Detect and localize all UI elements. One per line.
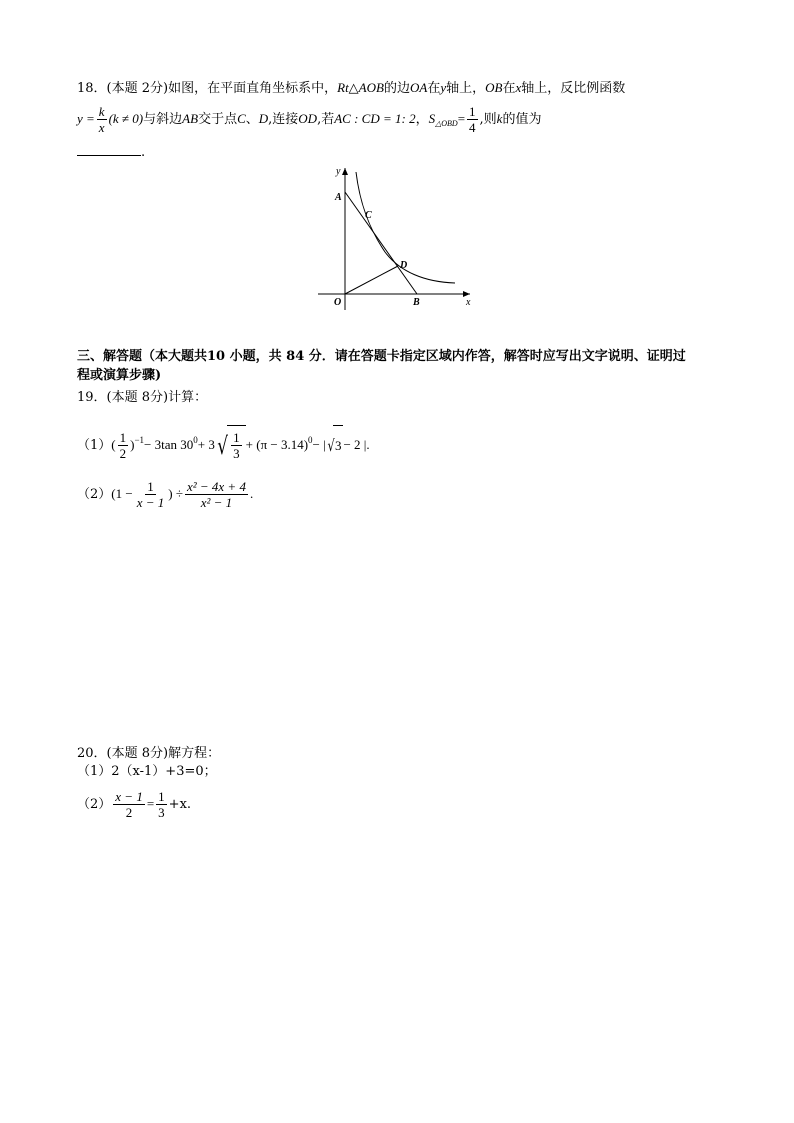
- q19-p1-tan: − 3tan 30: [144, 437, 194, 452]
- q18-text: ,若: [317, 112, 335, 127]
- label-b: B: [413, 297, 420, 308]
- q19-p1-deg: 0: [193, 435, 198, 445]
- q19-p1-sqrt3: [326, 425, 344, 466]
- q20-header: [77, 744, 220, 764]
- section3-heading: [77, 347, 737, 385]
- q20-p2-frac1-den: 2: [125, 805, 133, 820]
- q18-text: 轴上，反比例函数: [521, 81, 626, 96]
- q18-answer-blank[interactable]: [77, 143, 141, 156]
- q20-meta: (本题 8分): [106, 746, 169, 761]
- q18-y: y: [440, 80, 447, 95]
- label-c: C: [365, 210, 372, 221]
- q18-d: D: [258, 111, 269, 126]
- q18-ab: AB: [182, 111, 199, 126]
- q18-func-frac: [97, 104, 107, 135]
- q19-p1-abs-close: − 2 |.: [343, 437, 370, 452]
- label-y: y: [336, 166, 341, 177]
- label-a: A: [335, 192, 342, 203]
- q18-line1: [77, 78, 625, 99]
- segment-od: [345, 266, 398, 294]
- q19-intro: 计算：: [168, 390, 208, 405]
- q20-part2: [77, 784, 191, 825]
- q18-area-s: S: [428, 111, 436, 126]
- q19-part2: [77, 474, 253, 515]
- q19-p2-frac2-num: x² − 4x + 4: [186, 479, 246, 494]
- q20-p2-frac2-den: 3: [158, 805, 165, 820]
- y-axis-arrow: [342, 168, 348, 175]
- q19-number: 19．: [77, 390, 107, 405]
- q18-figure: [310, 160, 480, 320]
- q18-text: ,则: [479, 112, 497, 127]
- q20-number: 20．: [77, 746, 107, 761]
- q19-p2-open: (1 −: [111, 486, 133, 501]
- q19-p1-plus3: + 3: [197, 437, 215, 452]
- q18-end: .: [141, 145, 146, 160]
- q19-p1-sqrt-frac: [215, 425, 246, 466]
- q19-p1-half-num: 1: [119, 430, 127, 445]
- q18-x: x: [515, 80, 522, 95]
- q19-p2-close: ) ÷: [168, 486, 183, 501]
- q18-text: 的值为: [502, 112, 542, 127]
- q19-part1: [77, 420, 370, 466]
- q20-p2-frac2-num: 1: [158, 789, 165, 804]
- q18-func-cond: (k ≠ 0): [108, 111, 144, 126]
- q20-p2-eq: =: [146, 796, 155, 811]
- q20-p1-text: （1）2（x-1）+3=0；: [77, 764, 217, 779]
- q20-p2-frac1: [113, 789, 145, 820]
- q19-p1-close: ): [130, 437, 135, 452]
- q18-func-num: k: [98, 104, 105, 119]
- q19-p1-zero: 0: [308, 435, 313, 445]
- q19-header: [77, 388, 207, 408]
- label-d: D: [400, 260, 408, 271]
- q18-area-num: 1: [469, 104, 476, 119]
- q18-line2: [77, 104, 541, 139]
- q19-p1-half-den: 2: [119, 446, 127, 461]
- q18-text: 、: [245, 112, 259, 127]
- q18-meta: (本题 2分): [106, 81, 169, 96]
- q18-func-lhs: y =: [77, 111, 95, 126]
- q18-ratio: AC : CD = 1: 2: [334, 111, 416, 126]
- q18-text: 在: [502, 81, 516, 96]
- q19-p1-half: [118, 430, 129, 461]
- q18-text: 与斜边: [143, 112, 183, 127]
- q19-p1-sqrt-num: 1: [233, 430, 240, 445]
- q19-p2-frac2-den: x² − 1: [200, 495, 233, 510]
- q18-text: 在: [427, 81, 441, 96]
- q20-intro: 解方程：: [168, 746, 221, 761]
- q20-p2-end: +x.: [168, 797, 192, 812]
- q18-od: OD: [298, 111, 318, 126]
- q18-text: 轴上，: [446, 81, 486, 96]
- q19-meta: (本题 8分): [106, 390, 169, 405]
- q18-oa: OA: [409, 80, 428, 95]
- q18-text: ，: [415, 112, 429, 127]
- q18-k: k: [496, 111, 503, 126]
- segment-ab: [345, 192, 417, 294]
- q19-p2-frac1: [135, 479, 167, 510]
- sqrt-sign: √: [327, 435, 335, 455]
- q19-p1-sqrt-den: 3: [233, 446, 240, 461]
- q19-p1-abs-open: − |: [312, 437, 326, 452]
- q18-func-den: x: [98, 120, 105, 135]
- section3-heading-line2: 程或演算步骤): [77, 368, 162, 383]
- q19-p2-frac1-den: x − 1: [136, 495, 165, 510]
- section3-heading-line1: 三、解答题（本大题共10 小题，共 84 分．请在答题卡指定区域内作答，解答时应写出文字说明、证明过: [77, 349, 686, 364]
- q18-area-eq: =: [457, 111, 466, 126]
- q18-number: 18．: [77, 81, 107, 96]
- q19-p2-label: （2）: [77, 487, 112, 502]
- sqrt-sign: √: [217, 431, 228, 460]
- q19-p1-sqrt3-body: 3: [333, 425, 344, 466]
- q19-p1-label: （1）: [77, 438, 112, 453]
- q18-answer: [77, 143, 145, 163]
- q20-p2-frac2: [156, 789, 167, 820]
- q20-part1: [77, 762, 217, 782]
- q20-p2-label: （2）: [77, 797, 112, 812]
- q18-rt-triangle: Rt△AOB: [337, 80, 384, 95]
- q18-text: ,连接: [268, 112, 299, 127]
- q19-p1-exp: −1: [134, 435, 145, 445]
- q18-ob: OB: [485, 80, 503, 95]
- q19-p1-sqrt-inner: [231, 430, 242, 461]
- q19-p1-open: (: [111, 437, 116, 452]
- label-x: x: [466, 297, 471, 308]
- q20-p2-frac1-num: x − 1: [115, 789, 143, 804]
- q19-p2-frac2: [185, 479, 248, 510]
- q18-text: 交于点: [198, 112, 238, 127]
- label-o: O: [334, 297, 342, 308]
- q18-c: C: [237, 111, 246, 126]
- q18-area-den: 4: [469, 120, 476, 135]
- q19-p1-pi: + (π − 3.14): [245, 437, 309, 452]
- q18-text: 的边: [383, 81, 410, 96]
- q19-p2-frac1-num: 1: [147, 479, 154, 494]
- q19-p2-end: .: [249, 486, 254, 501]
- q18-area-sub: △OBD: [435, 119, 458, 128]
- q18-area-frac: [467, 104, 478, 135]
- q18-text: 如图，在平面直角坐标系中，: [168, 81, 338, 96]
